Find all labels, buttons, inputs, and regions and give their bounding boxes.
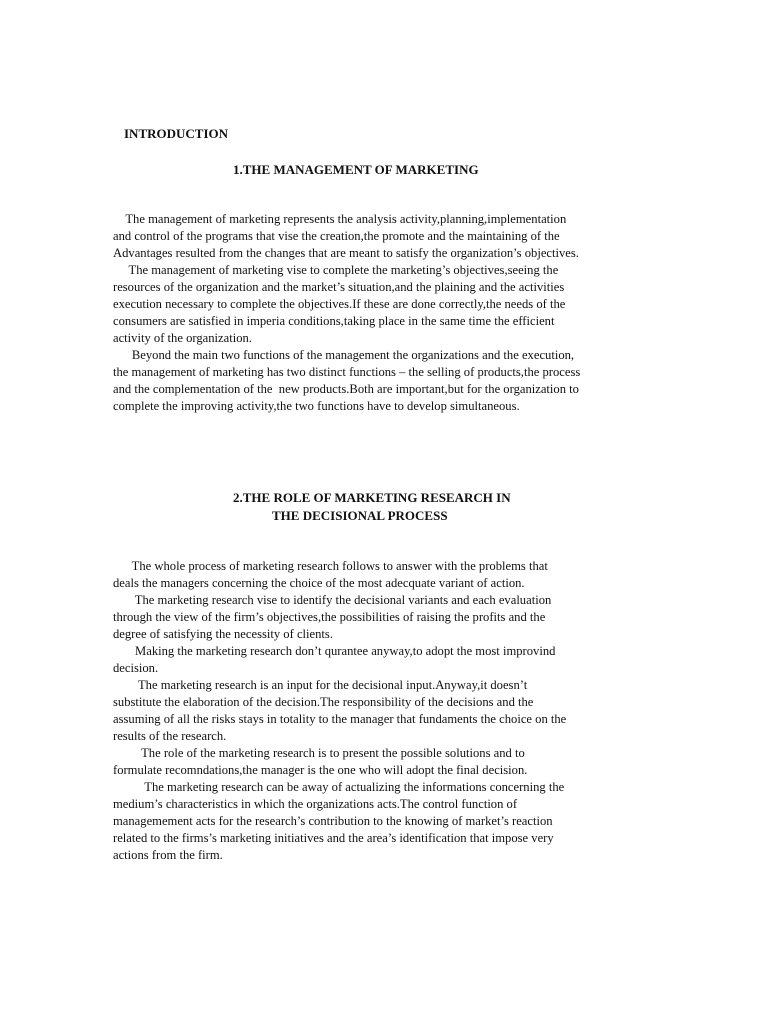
text-line: substitute the elaboration of the decision.The responsibility of the decisions and the [113,695,534,709]
text-line: deals the managers concerning the choice of the most adecquate variant of action. [113,576,525,590]
text-line: managemement acts for the research’s contribution to the knowing of market’s reaction [113,814,553,828]
text-line: actions from the firm. [113,848,223,862]
text-line: execution necessary to complete the objectives.If these are done correctly,the needs of the [113,297,566,311]
text-line: medium’s characteristics in which the organizations acts.The control function of [113,797,518,811]
text-line: The marketing research vise to identify the decisional variants and each evaluation [113,593,552,607]
text-line: consumers are satisfied in imperia conditions,taking place in the same time the efficient [113,314,555,328]
text-line: complete the improving activity,the two functions have to develop simultaneous. [113,399,520,413]
text-line: results of the research. [113,729,227,743]
section-2-title-line-1: 2.THE ROLE OF MARKETING RESEARCH IN [233,490,511,505]
text-line: The management of marketing vise to complete the marketing’s objectives,seeing the [113,263,559,277]
text-line: The whole process of marketing research follows to answer with the problems that [113,559,548,573]
introduction-heading: INTRODUCTION [124,126,229,141]
text-line: The role of the marketing research is to present the possible solutions and to [113,746,525,760]
section-2-body [113,558,673,864]
text-line: activity of the organization. [113,331,252,345]
text-line: formulate recomndations,the manager is the one who will adopt the final decision. [113,763,528,777]
text-line: decision. [113,661,159,675]
text-line: and control of the programs that vise the creation,the promote and the maintaining of the [113,229,560,243]
text-line: Beyond the main two functions of the management the organizations and the execution, [113,348,575,362]
text-line: Making the marketing research don’t qurantee anyway,to adopt the most improvind [113,644,556,658]
text-line: The marketing research can be away of actualizing the informations concerning the [113,780,565,794]
text-line: degree of satisfying the necessity of clients. [113,627,333,641]
section-1-body [113,211,673,415]
text-line: The marketing research is an input for the decisional input.Anyway,it doesn’t [113,678,528,692]
text-line: and the complementation of the new products.Both are important,but for the organization to [113,382,579,396]
section-2-title-line-2: THE DECISIONAL PROCESS [272,508,448,523]
text-line: related to the firms’s marketing initiatives and the area’s identification that impose very [113,831,554,845]
text-line: through the view of the firm’s objectives,the possibilities of raising the profits and the [113,610,546,624]
text-line: the management of marketing has two distinct functions – the selling of products,the process [113,365,581,379]
text-line: resources of the organization and the market’s situation,and the plaining and the activities [113,280,565,294]
text-line: assuming of all the risks stays in totality to the manager that fundaments the choice on the [113,712,567,726]
section-1-title: 1.THE MANAGEMENT OF MARKETING [233,162,479,177]
text-line: Advantages resulted from the changes that are meant to satisfy the organization’s objectives. [113,246,579,260]
text-line: The management of marketing represents the analysis activity,planning,implementation [113,212,567,226]
